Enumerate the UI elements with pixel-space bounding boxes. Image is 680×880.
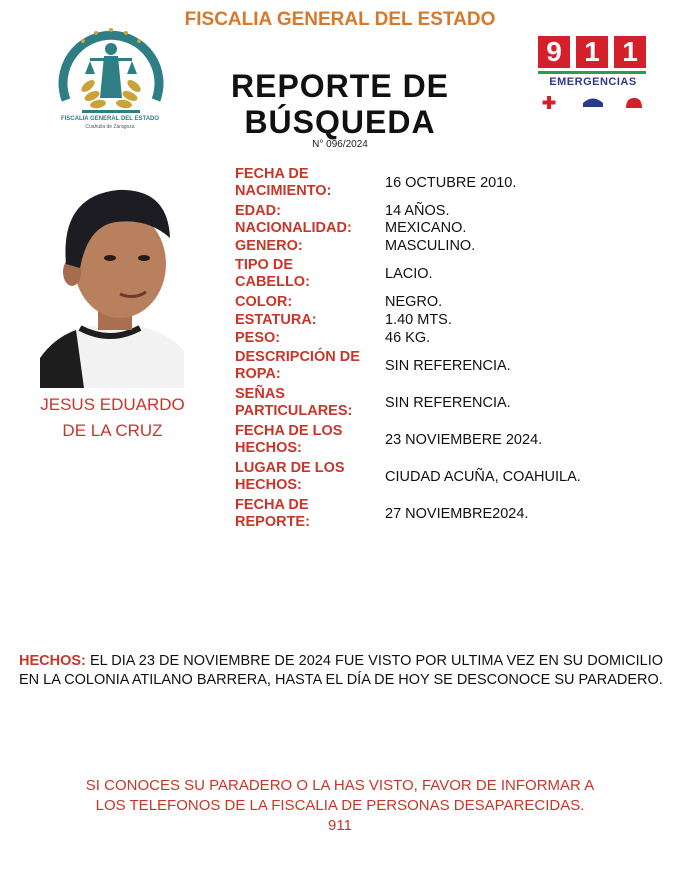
field-value: LACIO.: [385, 266, 433, 282]
logo-icon-row: [538, 92, 648, 112]
field-value: SIN REFERENCIA.: [385, 358, 511, 374]
report-number: N° 096/2024: [312, 139, 368, 150]
field-label: COLOR:: [235, 294, 293, 310]
field-value: 1.40 MTS.: [385, 312, 452, 328]
field-value: MASCULINO.: [385, 238, 476, 254]
organization-title: FISCALIA GENERAL DEL ESTADO: [184, 9, 496, 30]
field-label: SEÑAS PARTICULARES:: [235, 386, 353, 419]
field-value: MEXICANO.: [385, 220, 467, 236]
emergency-911-logo: [538, 36, 648, 116]
field-label: ESTATURA:: [235, 312, 317, 328]
logo-digit: 1: [576, 36, 608, 68]
field-value: NEGRO.: [385, 294, 443, 310]
person-name-line: DE LA CRUZ: [62, 421, 163, 440]
logo-label: EMERGENCIAS: [549, 76, 637, 88]
seal-caption: FISCALIA GENERAL DEL ESTADO: [60, 116, 160, 122]
contact-callout: [20, 776, 660, 836]
field-label: EDAD:: [235, 203, 281, 219]
callout-line: LOS TELEFONOS DE LA FISCALIA DE PERSONAS DESAPARECIDAS.: [95, 797, 585, 814]
police-cap-icon: [583, 99, 603, 108]
field-value: 14 AÑOS.: [385, 203, 450, 219]
person-photo: [40, 168, 184, 388]
field-label: NACIONALIDAD:: [235, 220, 352, 236]
field-label: PESO:: [235, 330, 281, 346]
field-value: 16 OCTUBRE 2010.: [385, 175, 517, 191]
logo-digit: 9: [538, 36, 570, 68]
field-label: FECHA DE REPORTE:: [235, 497, 310, 530]
field-label: DESCRIPCIÓN DE ROPA:: [235, 349, 360, 382]
person-name-line: JESUS EDUARDO: [40, 395, 185, 414]
report-title: REPORTE DE BÚSQUEDA: [230, 68, 450, 140]
field-label: GENERO:: [235, 238, 303, 254]
facts-text: EL DIA 23 DE NOVIEMBRE DE 2024 FUE VISTO POR ULTIMA VEZ EN SU DOMICILIO EN LA COLONIA ATILANO BARRERA, HASTA EL DÍA DE HOY SE DESCONOCE SU PARADERO.: [19, 653, 663, 688]
seal-subcaption: Coahuila de Zaragoza: [85, 124, 135, 130]
field-label: TIPO DE CABELLO:: [235, 257, 310, 290]
field-value: 46 KG.: [385, 330, 431, 346]
facts-paragraph: [19, 652, 663, 690]
field-label: FECHA DE LOS HECHOS:: [235, 423, 343, 456]
field-value: 23 NOVIEMBERE 2024.: [385, 432, 543, 448]
field-label: FECHA DE NACIMIENTO:: [235, 166, 332, 199]
field-value: CIUDAD ACUÑA, COAHUILA.: [385, 469, 581, 485]
logo-digit: 1: [614, 36, 646, 68]
person-name: [20, 392, 205, 444]
callout-line: SI CONOCES SU PARADERO O LA HAS VISTO, FAVOR DE INFORMAR A: [85, 777, 595, 794]
field-value: 27 NOVIEMBRE2024.: [385, 506, 529, 522]
callout-phone: 911: [328, 817, 352, 834]
red-cross-icon: [543, 96, 556, 109]
logo-stripe: [538, 71, 646, 74]
fire-helmet-icon: [626, 98, 642, 108]
field-label: LUGAR DE LOS HECHOS:: [235, 460, 345, 493]
field-value: SIN REFERENCIA.: [385, 395, 511, 411]
facts-label: HECHOS:: [19, 653, 86, 669]
